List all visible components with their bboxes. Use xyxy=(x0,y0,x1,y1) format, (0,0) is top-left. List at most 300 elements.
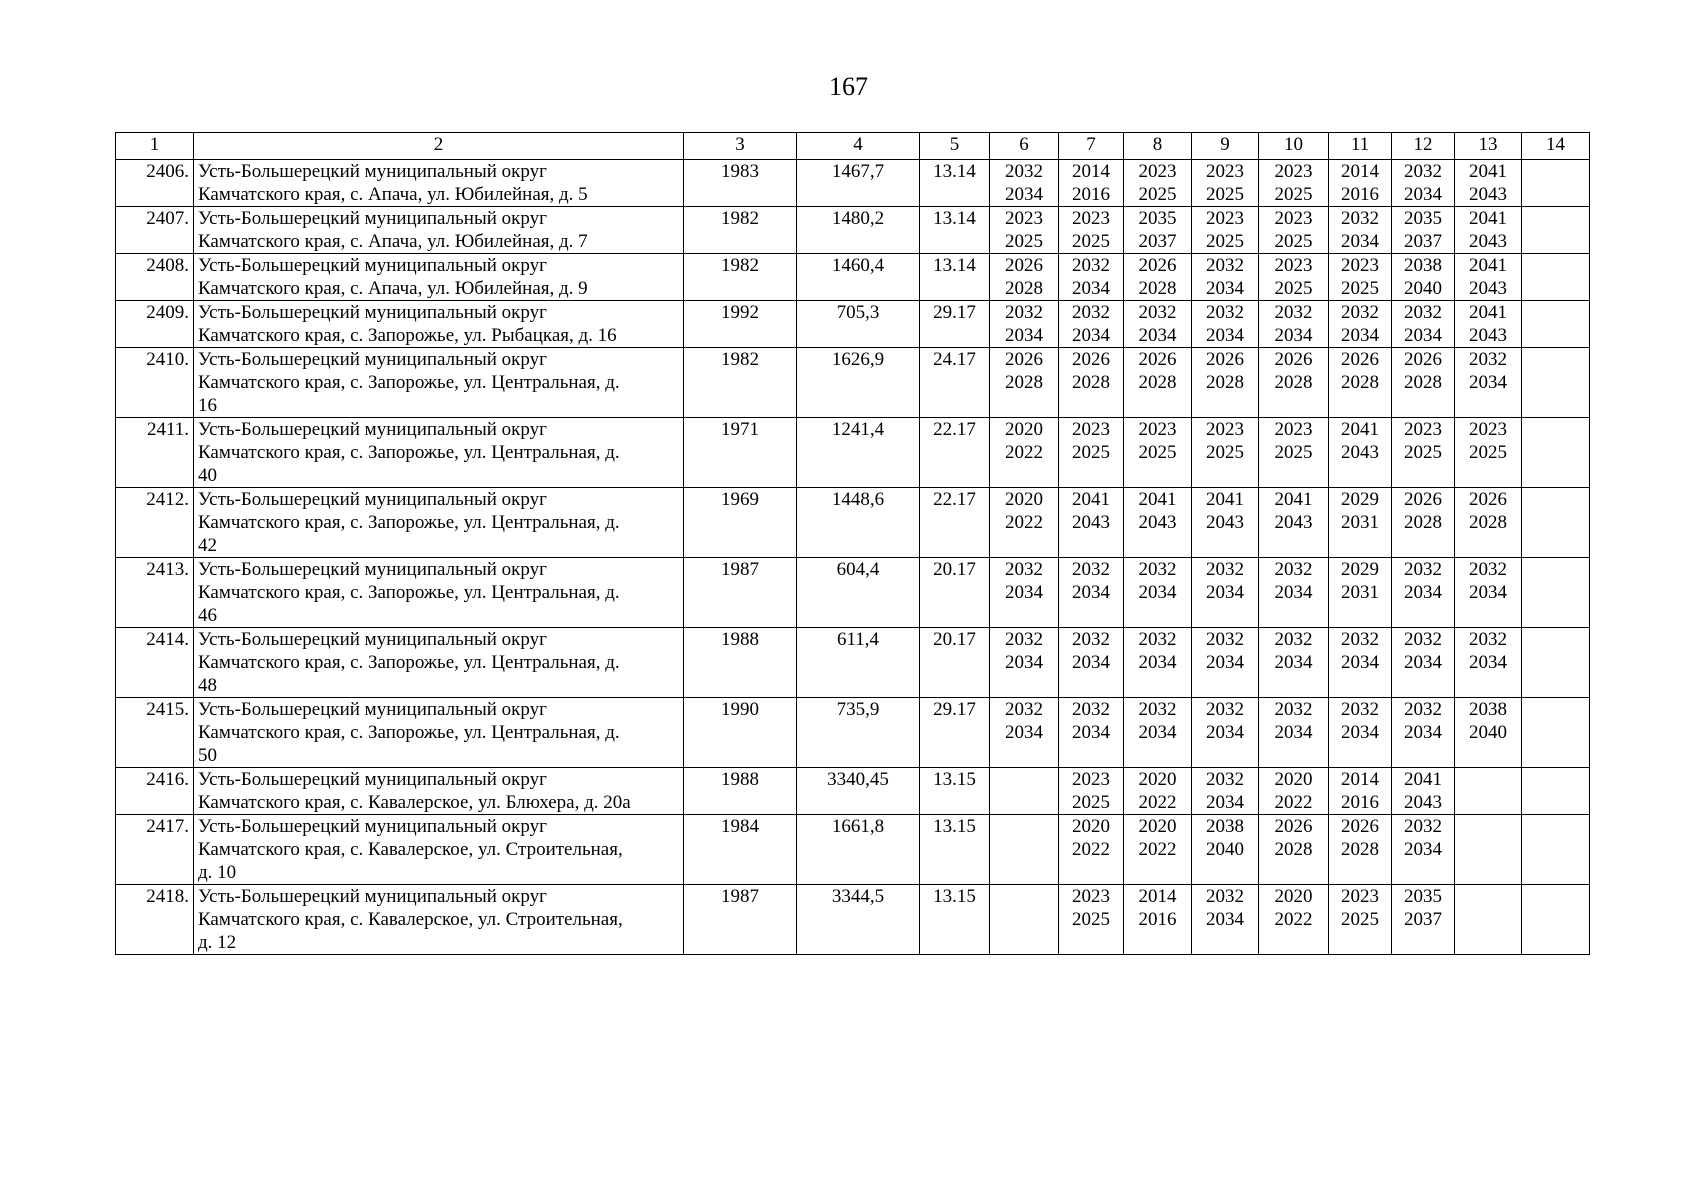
period-cell-10 xyxy=(1259,301,1329,348)
period-year: 2025 xyxy=(1206,442,1244,463)
table-row xyxy=(116,698,1590,768)
address-line: 46 xyxy=(198,605,217,626)
period-cell-8 xyxy=(1124,768,1192,815)
period-cell-9 xyxy=(1192,885,1259,955)
period-year: 2043 xyxy=(1138,512,1177,533)
period-cell-7 xyxy=(1059,815,1124,885)
year-built-cell: 1971 xyxy=(684,418,797,488)
period-year: 2025 xyxy=(1072,231,1110,252)
table-body xyxy=(116,160,1590,955)
period-cell-8 xyxy=(1124,301,1192,348)
period-year: 2026 xyxy=(1138,349,1177,370)
period-year: 2023 xyxy=(1341,886,1379,907)
period-cell-8 xyxy=(1124,558,1192,628)
period-cell-12 xyxy=(1392,301,1455,348)
address-line: Усть-Большерецкий муниципальный округ xyxy=(198,302,547,323)
period-year: 2043 xyxy=(1469,231,1507,252)
period-year: 2016 xyxy=(1341,792,1379,813)
period-year: 2032 xyxy=(1341,629,1379,650)
period-year: 2032 xyxy=(1072,699,1110,720)
area-cell: 604,4 xyxy=(797,558,920,628)
period-cell-7 xyxy=(1059,254,1124,301)
period-year: 2034 xyxy=(1072,722,1110,743)
table-row xyxy=(116,815,1590,885)
period-year: 2032 xyxy=(1469,629,1507,650)
period-year: 2023 xyxy=(1274,161,1313,182)
period-year: 2034 xyxy=(1206,792,1244,813)
period-cell-7 xyxy=(1059,207,1124,254)
address-line: Камчатского края, с. Кавалерское, ул. Строительная, xyxy=(198,909,623,930)
period-cell-9 xyxy=(1192,698,1259,768)
period-year: 2041 xyxy=(1341,419,1379,440)
year-built-cell: 1987 xyxy=(684,885,797,955)
table-row xyxy=(116,301,1590,348)
period-cell-6 xyxy=(990,254,1059,301)
row-number: 2406. xyxy=(116,160,194,207)
year-built-cell: 1992 xyxy=(684,301,797,348)
table-row xyxy=(116,885,1590,955)
period-cell-6 xyxy=(990,698,1059,768)
period-cell-8 xyxy=(1124,254,1192,301)
period-year: 2014 xyxy=(1138,886,1177,907)
address-line: Камчатского края, с. Кавалерское, ул. Блюхера, д. 20а xyxy=(198,792,631,813)
period-year: 2032 xyxy=(1404,302,1442,323)
area-cell: 3344,5 xyxy=(797,885,920,955)
period-year: 2032 xyxy=(1206,629,1244,650)
period-year: 2022 xyxy=(1274,792,1313,813)
period-year: 2034 xyxy=(1005,325,1043,346)
address-line: Усть-Большерецкий муниципальный округ xyxy=(198,699,547,720)
period-cell-9 xyxy=(1192,628,1259,698)
period-year: 2037 xyxy=(1138,231,1177,252)
period-year: 2020 xyxy=(1274,769,1313,790)
table-row xyxy=(116,488,1590,558)
period-cell-10 xyxy=(1259,885,1329,955)
column-14-cell xyxy=(1522,301,1590,348)
area-cell: 1448,6 xyxy=(797,488,920,558)
period-year: 2016 xyxy=(1341,184,1379,205)
period-year: 2035 xyxy=(1404,208,1442,229)
period-cell-8 xyxy=(1124,160,1192,207)
row-number: 2410. xyxy=(116,348,194,418)
address-line: Камчатского края, с. Запорожье, ул. Центральная, д. xyxy=(198,722,620,743)
period-year: 2020 xyxy=(1274,886,1313,907)
period-year: 2014 xyxy=(1072,161,1110,182)
year-built-cell: 1987 xyxy=(684,558,797,628)
period-cell-12 xyxy=(1392,348,1455,418)
period-year: 2034 xyxy=(1404,839,1442,860)
period-year: 2025 xyxy=(1274,184,1313,205)
code-cell: 20.17 xyxy=(920,628,990,698)
address-line: Усть-Большерецкий муниципальный округ xyxy=(198,559,547,580)
period-cell-10 xyxy=(1259,768,1329,815)
period-year: 2032 xyxy=(1138,699,1177,720)
column-14-cell xyxy=(1522,768,1590,815)
period-year: 2028 xyxy=(1341,839,1379,860)
period-year: 2034 xyxy=(1138,325,1177,346)
period-year: 2028 xyxy=(1138,278,1177,299)
period-year: 2041 xyxy=(1274,489,1313,510)
period-year: 2026 xyxy=(1341,816,1379,837)
period-year: 2023 xyxy=(1469,419,1507,440)
period-year: 2032 xyxy=(1206,559,1244,580)
period-year: 2026 xyxy=(1005,255,1043,276)
area-cell: 1661,8 xyxy=(797,815,920,885)
period-year: 2022 xyxy=(1005,442,1043,463)
period-year: 2034 xyxy=(1072,652,1110,673)
period-year: 2032 xyxy=(1206,302,1244,323)
period-cell-6 xyxy=(990,885,1059,955)
period-cell-10 xyxy=(1259,207,1329,254)
year-built-cell: 1982 xyxy=(684,348,797,418)
period-cell-12 xyxy=(1392,558,1455,628)
period-cell-9 xyxy=(1192,301,1259,348)
period-cell-11 xyxy=(1329,488,1392,558)
column-14-cell xyxy=(1522,418,1590,488)
row-number: 2415. xyxy=(116,698,194,768)
column-header-3: 3 xyxy=(684,133,797,160)
period-year: 2022 xyxy=(1005,512,1043,533)
period-year: 2028 xyxy=(1469,512,1507,533)
code-cell: 13.14 xyxy=(920,207,990,254)
period-year: 2034 xyxy=(1005,184,1043,205)
period-cell-11 xyxy=(1329,418,1392,488)
period-year: 2034 xyxy=(1138,722,1177,743)
period-year: 2034 xyxy=(1469,652,1507,673)
period-year: 2016 xyxy=(1072,184,1110,205)
period-year: 2034 xyxy=(1206,278,1244,299)
period-year: 2026 xyxy=(1274,349,1313,370)
period-cell-7 xyxy=(1059,160,1124,207)
period-year: 2026 xyxy=(1404,349,1442,370)
area-cell: 705,3 xyxy=(797,301,920,348)
column-14-cell xyxy=(1522,698,1590,768)
column-14-cell xyxy=(1522,815,1590,885)
code-cell: 13.15 xyxy=(920,815,990,885)
period-cell-7 xyxy=(1059,488,1124,558)
period-year: 2020 xyxy=(1005,419,1043,440)
period-cell-9 xyxy=(1192,558,1259,628)
period-year: 2038 xyxy=(1206,816,1244,837)
code-cell: 13.15 xyxy=(920,768,990,815)
period-year: 2032 xyxy=(1404,816,1442,837)
period-cell-13 xyxy=(1455,348,1522,418)
area-cell: 1467,7 xyxy=(797,160,920,207)
period-year: 2022 xyxy=(1274,909,1313,930)
code-cell: 22.17 xyxy=(920,488,990,558)
period-year: 2034 xyxy=(1206,909,1244,930)
year-built-cell: 1988 xyxy=(684,768,797,815)
period-cell-13 xyxy=(1455,254,1522,301)
period-cell-7 xyxy=(1059,558,1124,628)
column-14-cell xyxy=(1522,348,1590,418)
period-year: 2043 xyxy=(1341,442,1379,463)
period-cell-9 xyxy=(1192,488,1259,558)
column-header-13: 13 xyxy=(1455,133,1522,160)
period-year: 2034 xyxy=(1206,325,1244,346)
year-built-cell: 1988 xyxy=(684,628,797,698)
period-year: 2037 xyxy=(1404,909,1442,930)
period-year: 2032 xyxy=(1274,302,1313,323)
column-header-11: 11 xyxy=(1329,133,1392,160)
page-number: 167 xyxy=(829,72,868,101)
period-year: 2034 xyxy=(1341,722,1379,743)
period-cell-8 xyxy=(1124,698,1192,768)
period-year: 2023 xyxy=(1206,161,1244,182)
period-year: 2023 xyxy=(1274,208,1313,229)
period-year: 2038 xyxy=(1469,699,1507,720)
table-row xyxy=(116,160,1590,207)
period-cell-9 xyxy=(1192,768,1259,815)
code-cell: 22.17 xyxy=(920,418,990,488)
period-year: 2034 xyxy=(1341,325,1379,346)
period-cell-11 xyxy=(1329,207,1392,254)
address-cell xyxy=(194,301,684,348)
period-year: 2025 xyxy=(1138,442,1177,463)
period-year: 2023 xyxy=(1274,255,1313,276)
period-cell-9 xyxy=(1192,160,1259,207)
period-year: 2028 xyxy=(1138,372,1177,393)
area-cell: 1626,9 xyxy=(797,348,920,418)
period-cell-13 xyxy=(1455,207,1522,254)
period-cell-11 xyxy=(1329,768,1392,815)
period-year: 2032 xyxy=(1206,699,1244,720)
period-cell-12 xyxy=(1392,768,1455,815)
period-year: 2041 xyxy=(1469,255,1507,276)
address-line: 42 xyxy=(198,535,217,556)
period-year: 2032 xyxy=(1206,769,1244,790)
period-cell-12 xyxy=(1392,418,1455,488)
period-year: 2034 xyxy=(1341,652,1379,673)
period-cell-9 xyxy=(1192,207,1259,254)
period-year: 2025 xyxy=(1005,231,1043,252)
area-cell: 1460,4 xyxy=(797,254,920,301)
period-cell-12 xyxy=(1392,207,1455,254)
period-cell-10 xyxy=(1259,418,1329,488)
period-year: 2032 xyxy=(1072,629,1110,650)
period-year: 2025 xyxy=(1206,184,1244,205)
address-cell xyxy=(194,254,684,301)
address-cell xyxy=(194,815,684,885)
period-year: 2034 xyxy=(1274,652,1313,673)
period-cell-6 xyxy=(990,628,1059,698)
period-cell-6 xyxy=(990,418,1059,488)
period-year: 2032 xyxy=(1274,699,1313,720)
address-line: Усть-Большерецкий муниципальный округ xyxy=(198,489,547,510)
address-line: Усть-Большерецкий муниципальный округ xyxy=(198,161,547,182)
address-cell xyxy=(194,558,684,628)
period-year: 2032 xyxy=(1005,559,1043,580)
row-number: 2418. xyxy=(116,885,194,955)
year-built-cell: 1990 xyxy=(684,698,797,768)
row-number: 2413. xyxy=(116,558,194,628)
column-header-4: 4 xyxy=(797,133,920,160)
period-year: 2041 xyxy=(1138,489,1177,510)
column-header-1: 1 xyxy=(116,133,194,160)
period-cell-10 xyxy=(1259,160,1329,207)
period-year: 2032 xyxy=(1404,559,1442,580)
period-year: 2020 xyxy=(1138,769,1177,790)
period-year: 2020 xyxy=(1072,816,1110,837)
period-year: 2034 xyxy=(1404,325,1442,346)
period-year: 2032 xyxy=(1005,302,1043,323)
period-cell-13 xyxy=(1455,418,1522,488)
period-cell-6 xyxy=(990,558,1059,628)
period-cell-13 xyxy=(1455,301,1522,348)
period-year: 2028 xyxy=(1341,372,1379,393)
address-line: Камчатского края, с. Запорожье, ул. Центральная, д. xyxy=(198,512,620,533)
period-cell-11 xyxy=(1329,628,1392,698)
period-year: 2029 xyxy=(1341,559,1379,580)
address-line: Камчатского края, с. Запорожье, ул. Центральная, д. xyxy=(198,652,620,673)
column-header-9: 9 xyxy=(1192,133,1259,160)
address-line: Камчатского края, с. Апача, ул. Юбилейная, д. 7 xyxy=(198,231,588,252)
address-line: 50 xyxy=(198,745,217,766)
row-number: 2412. xyxy=(116,488,194,558)
period-year: 2025 xyxy=(1274,278,1313,299)
period-year: 2034 xyxy=(1404,722,1442,743)
address-line: Усть-Большерецкий муниципальный округ xyxy=(198,208,547,229)
period-cell-9 xyxy=(1192,815,1259,885)
period-year: 2032 xyxy=(1404,699,1442,720)
period-year: 2023 xyxy=(1072,886,1110,907)
period-year: 2032 xyxy=(1072,255,1110,276)
period-year: 2023 xyxy=(1206,419,1244,440)
period-year: 2043 xyxy=(1274,512,1313,533)
period-year: 2032 xyxy=(1005,629,1043,650)
period-cell-13 xyxy=(1455,815,1522,885)
period-year: 2031 xyxy=(1341,582,1379,603)
period-year: 2025 xyxy=(1341,909,1379,930)
address-line: Усть-Большерецкий муниципальный округ xyxy=(198,816,547,837)
period-year: 2032 xyxy=(1404,629,1442,650)
period-cell-12 xyxy=(1392,488,1455,558)
period-cell-6 xyxy=(990,815,1059,885)
period-cell-13 xyxy=(1455,768,1522,815)
period-year: 2032 xyxy=(1404,161,1442,182)
period-cell-12 xyxy=(1392,885,1455,955)
period-year: 2023 xyxy=(1072,769,1110,790)
period-year: 2043 xyxy=(1404,792,1442,813)
column-14-cell xyxy=(1522,160,1590,207)
period-cell-11 xyxy=(1329,885,1392,955)
period-year: 2035 xyxy=(1138,208,1177,229)
period-year: 2032 xyxy=(1072,559,1110,580)
column-header-10: 10 xyxy=(1259,133,1329,160)
period-year: 2025 xyxy=(1072,442,1110,463)
period-year: 2022 xyxy=(1138,839,1177,860)
address-line: Усть-Большерецкий муниципальный округ xyxy=(198,419,547,440)
year-built-cell: 1969 xyxy=(684,488,797,558)
table-row xyxy=(116,768,1590,815)
period-year: 2032 xyxy=(1206,255,1244,276)
period-year: 2034 xyxy=(1138,582,1177,603)
period-year: 2020 xyxy=(1138,816,1177,837)
period-year: 2040 xyxy=(1206,839,1244,860)
period-year: 2023 xyxy=(1072,419,1110,440)
period-cell-12 xyxy=(1392,160,1455,207)
period-year: 2025 xyxy=(1274,442,1313,463)
period-year: 2043 xyxy=(1469,184,1507,205)
period-year: 2032 xyxy=(1138,629,1177,650)
table-row xyxy=(116,558,1590,628)
row-number: 2408. xyxy=(116,254,194,301)
period-year: 2034 xyxy=(1404,582,1442,603)
period-year: 2040 xyxy=(1469,722,1507,743)
period-year: 2032 xyxy=(1274,559,1313,580)
period-year: 2028 xyxy=(1005,372,1043,393)
period-year: 2022 xyxy=(1138,792,1177,813)
period-year: 2014 xyxy=(1341,161,1379,182)
period-cell-13 xyxy=(1455,885,1522,955)
address-line: 48 xyxy=(198,675,217,696)
period-cell-6 xyxy=(990,488,1059,558)
period-cell-12 xyxy=(1392,254,1455,301)
period-cell-7 xyxy=(1059,301,1124,348)
period-year: 2034 xyxy=(1206,652,1244,673)
area-cell: 1480,2 xyxy=(797,207,920,254)
code-cell: 13.14 xyxy=(920,254,990,301)
period-year: 2023 xyxy=(1138,419,1177,440)
address-cell xyxy=(194,488,684,558)
area-cell: 611,4 xyxy=(797,628,920,698)
table-row xyxy=(116,207,1590,254)
period-year: 2025 xyxy=(1274,231,1313,252)
column-header-12: 12 xyxy=(1392,133,1455,160)
period-cell-6 xyxy=(990,160,1059,207)
period-year: 2034 xyxy=(1404,184,1442,205)
period-year: 2014 xyxy=(1341,769,1379,790)
period-year: 2028 xyxy=(1274,372,1313,393)
column-header-2: 2 xyxy=(194,133,684,160)
column-header-7: 7 xyxy=(1059,133,1124,160)
row-number: 2407. xyxy=(116,207,194,254)
period-year: 2023 xyxy=(1206,208,1244,229)
period-cell-11 xyxy=(1329,160,1392,207)
period-cell-6 xyxy=(990,768,1059,815)
period-year: 2032 xyxy=(1274,629,1313,650)
row-number: 2409. xyxy=(116,301,194,348)
address-cell xyxy=(194,628,684,698)
period-year: 2026 xyxy=(1138,255,1177,276)
period-cell-13 xyxy=(1455,488,1522,558)
code-cell: 13.15 xyxy=(920,885,990,955)
period-cell-6 xyxy=(990,207,1059,254)
code-cell: 20.17 xyxy=(920,558,990,628)
row-number: 2416. xyxy=(116,768,194,815)
period-year: 2041 xyxy=(1469,302,1507,323)
period-cell-6 xyxy=(990,348,1059,418)
period-year: 2041 xyxy=(1206,489,1244,510)
address-line: Камчатского края, с. Запорожье, ул. Центральная, д. xyxy=(198,372,620,393)
period-cell-11 xyxy=(1329,301,1392,348)
column-14-cell xyxy=(1522,558,1590,628)
period-year: 2032 xyxy=(1005,699,1043,720)
column-14-cell xyxy=(1522,254,1590,301)
period-year: 2028 xyxy=(1005,278,1043,299)
address-line: Камчатского края, с. Запорожье, ул. Рыбацкая, д. 16 xyxy=(198,325,617,346)
period-year: 2028 xyxy=(1404,512,1442,533)
address-line: Камчатского края, с. Запорожье, ул. Центральная, д. xyxy=(198,442,620,463)
period-year: 2034 xyxy=(1138,652,1177,673)
period-year: 2026 xyxy=(1072,349,1110,370)
column-14-cell xyxy=(1522,207,1590,254)
address-line: д. 10 xyxy=(198,862,237,883)
period-year: 2032 xyxy=(1469,349,1507,370)
address-line: Камчатского края, с. Апача, ул. Юбилейная, д. 9 xyxy=(198,278,588,299)
address-line: Усть-Большерецкий муниципальный округ xyxy=(198,886,547,907)
period-year: 2034 xyxy=(1469,372,1507,393)
